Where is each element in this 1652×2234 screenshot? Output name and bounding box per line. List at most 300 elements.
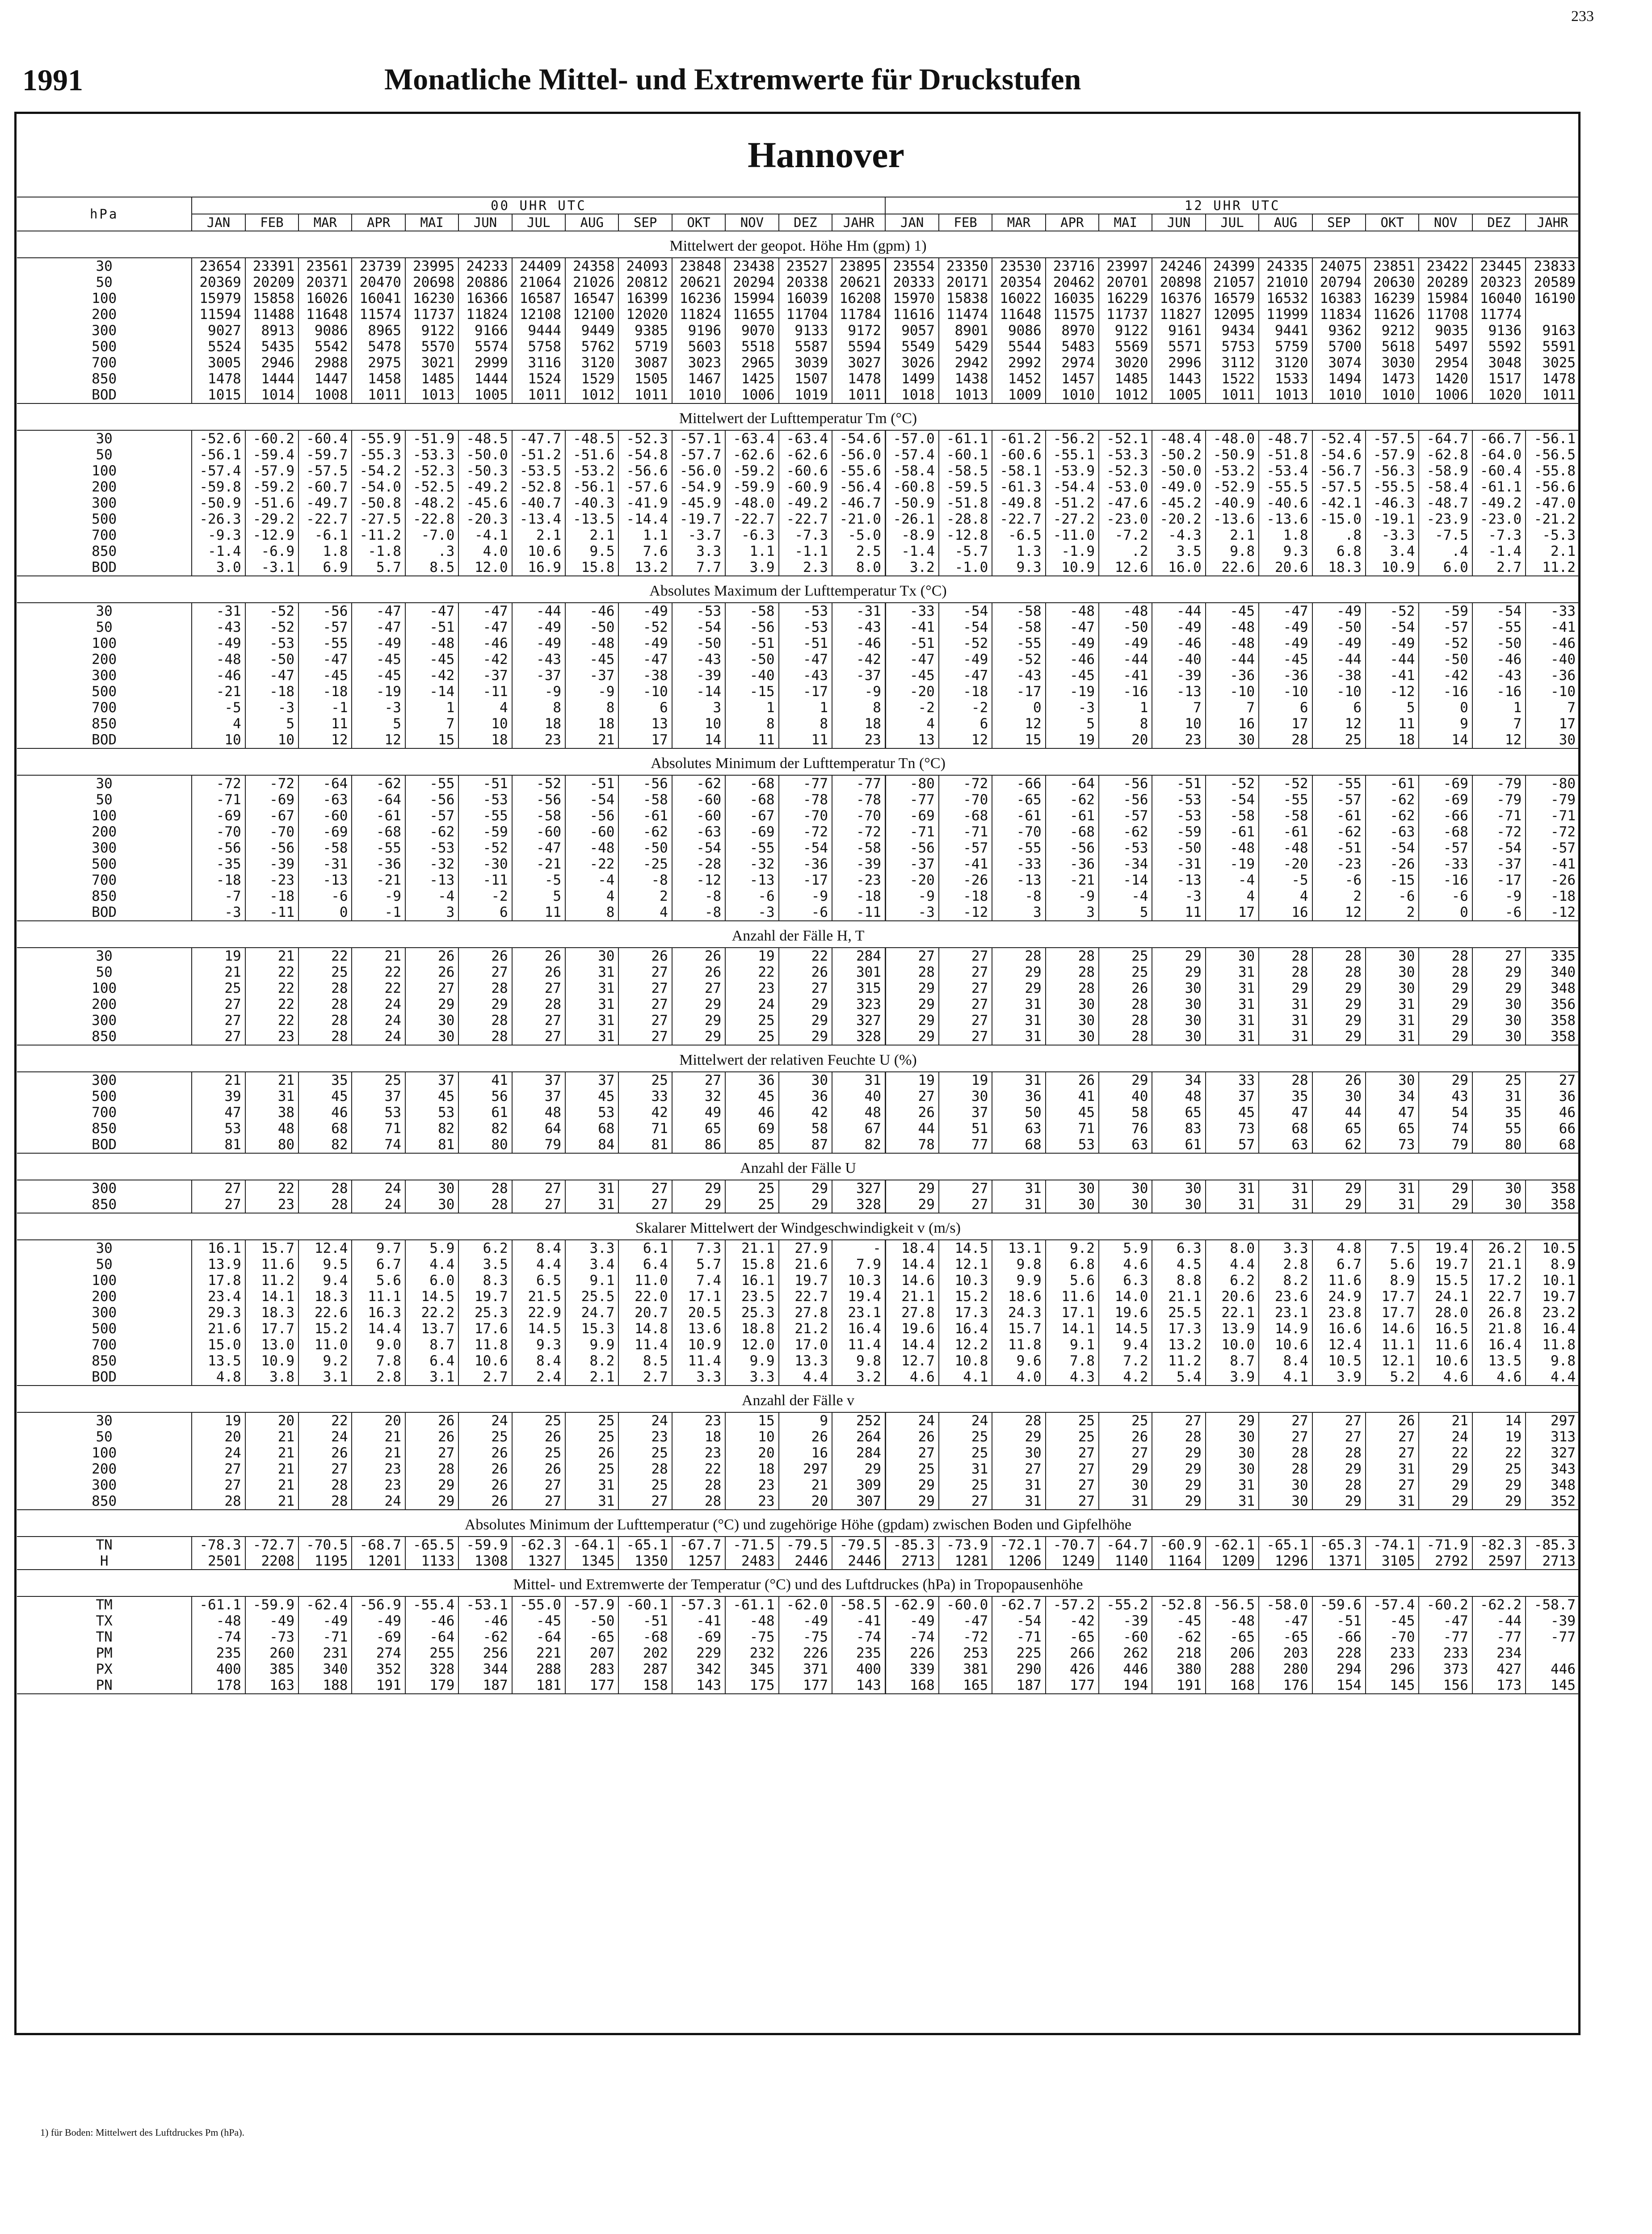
table-cell: -37 bbox=[832, 668, 885, 684]
table-cell: 27 bbox=[192, 1012, 245, 1029]
table-cell: 16.4 bbox=[939, 1321, 992, 1337]
section-title-row bbox=[17, 576, 1579, 603]
table-cell: 21.1 bbox=[885, 1289, 938, 1305]
table-cell: -48.7 bbox=[1419, 495, 1472, 511]
table-cell: 255 bbox=[405, 1645, 458, 1661]
table-cell: -50 bbox=[245, 651, 298, 668]
table-cell: -54 bbox=[939, 619, 992, 635]
table-cell: 187 bbox=[458, 1677, 512, 1694]
month-header: JUN bbox=[1152, 214, 1205, 231]
table-cell: 29 bbox=[672, 996, 725, 1012]
table-cell: -36 bbox=[352, 856, 405, 872]
table-cell: 15.7 bbox=[992, 1321, 1045, 1337]
month-header: MAR bbox=[992, 214, 1045, 231]
row-label: 200 bbox=[92, 1461, 117, 1477]
table-cell: 25.3 bbox=[725, 1305, 778, 1321]
table-cell: 400 bbox=[192, 1661, 245, 1677]
table-cell: -60.2 bbox=[245, 430, 298, 447]
table-cell: 207 bbox=[565, 1645, 618, 1661]
table-cell: 11.1 bbox=[352, 1289, 405, 1305]
table-cell: 2974 bbox=[1046, 355, 1099, 371]
table-row bbox=[17, 274, 1579, 290]
table-cell: -61 bbox=[992, 808, 1045, 824]
table-cell: -47 bbox=[245, 668, 298, 684]
table-cell: -48.4 bbox=[1152, 430, 1205, 447]
table-cell: -12 bbox=[672, 872, 725, 888]
table-cell: 25 bbox=[939, 1429, 992, 1445]
table-cell: -10 bbox=[618, 684, 672, 700]
table-cell: -49.2 bbox=[779, 495, 832, 511]
table-cell: 27 bbox=[1312, 1412, 1366, 1429]
table-cell: 2988 bbox=[298, 355, 352, 371]
table-cell: 371 bbox=[779, 1661, 832, 1677]
table-cell: 7.7 bbox=[672, 559, 725, 576]
table-row bbox=[17, 996, 1579, 1012]
table-cell: -32 bbox=[725, 856, 778, 872]
table-cell: 20 bbox=[352, 1412, 405, 1429]
table-cell: -26.1 bbox=[885, 511, 938, 527]
table-cell: 30 bbox=[1152, 1012, 1205, 1029]
table-cell: 28 bbox=[1419, 964, 1472, 980]
table-cell: 27 bbox=[618, 980, 672, 996]
row-label: 850 bbox=[92, 716, 117, 732]
table-cell: -65 bbox=[1046, 1629, 1099, 1645]
table-cell: 1018 bbox=[885, 387, 938, 403]
table-cell: -44 bbox=[1366, 651, 1419, 668]
table-cell: -59.8 bbox=[192, 479, 245, 495]
table-cell: -23.0 bbox=[1099, 511, 1152, 527]
table-cell: 20701 bbox=[1099, 274, 1152, 290]
table-cell: 30 bbox=[1046, 996, 1099, 1012]
table-cell: 16587 bbox=[512, 290, 565, 307]
table-cell: 18 bbox=[458, 732, 512, 748]
table-cell: 11.8 bbox=[992, 1337, 1045, 1353]
table-cell: 68 bbox=[1526, 1137, 1579, 1153]
table-cell: 8 bbox=[832, 700, 885, 716]
table-cell: -50.9 bbox=[192, 495, 245, 511]
row-label: 300 bbox=[92, 840, 117, 856]
table-cell: -12 bbox=[939, 904, 992, 921]
row-label: 100 bbox=[92, 290, 117, 307]
table-cell: -13 bbox=[725, 872, 778, 888]
table-cell: 8901 bbox=[939, 323, 992, 339]
table-cell: 65 bbox=[1152, 1104, 1205, 1121]
table-cell: 26 bbox=[1046, 1072, 1099, 1088]
table-cell: 35 bbox=[1472, 1104, 1526, 1121]
table-cell: 61 bbox=[1152, 1137, 1205, 1153]
table-cell: -53 bbox=[1152, 792, 1205, 808]
table-cell: -4 bbox=[405, 888, 458, 904]
row-label: 200 bbox=[92, 479, 117, 495]
table-cell: -72 bbox=[939, 775, 992, 792]
table-cell: 8 bbox=[779, 716, 832, 732]
table-cell: -49 bbox=[1366, 635, 1419, 651]
table-cell: -36 bbox=[1526, 668, 1579, 684]
row-label: 100 bbox=[92, 463, 117, 479]
table-cell: -57.9 bbox=[565, 1596, 618, 1613]
table-cell: 9.3 bbox=[992, 559, 1045, 576]
table-cell: 3027 bbox=[832, 355, 885, 371]
table-cell: -12 bbox=[1366, 684, 1419, 700]
table-cell: 30 bbox=[405, 1012, 458, 1029]
table-cell: 28 bbox=[298, 980, 352, 996]
table-cell: 25 bbox=[1312, 732, 1366, 748]
table-cell: 5700 bbox=[1312, 339, 1366, 355]
table-cell: 25 bbox=[725, 1029, 778, 1045]
table-cell: 10.9 bbox=[245, 1353, 298, 1369]
table-cell: 22 bbox=[245, 1180, 298, 1197]
section-title-row bbox=[17, 1510, 1579, 1537]
table-cell: 23 bbox=[672, 1412, 725, 1429]
table-cell: -43 bbox=[672, 651, 725, 668]
table-cell: -45 bbox=[512, 1613, 565, 1629]
table-cell: -60.0 bbox=[939, 1596, 992, 1613]
table-cell: 29 bbox=[832, 1461, 885, 1477]
table-cell: -45.6 bbox=[458, 495, 512, 511]
table-cell: -56 bbox=[405, 792, 458, 808]
data-table bbox=[17, 197, 1579, 1694]
table-cell: 11 bbox=[725, 732, 778, 748]
table-cell: -52.1 bbox=[1099, 430, 1152, 447]
table-cell: 27 bbox=[1259, 1429, 1312, 1445]
table-cell: -22 bbox=[565, 856, 618, 872]
table-cell: 234 bbox=[1472, 1645, 1526, 1661]
table-cell: -62 bbox=[405, 824, 458, 840]
table-row bbox=[17, 1180, 1579, 1197]
table-cell: 6.2 bbox=[1206, 1272, 1259, 1289]
table-cell: 3048 bbox=[1472, 355, 1526, 371]
table-cell: 74 bbox=[352, 1137, 405, 1153]
table-cell: 327 bbox=[832, 1012, 885, 1029]
table-row bbox=[17, 1477, 1579, 1493]
table-cell: - bbox=[832, 1240, 885, 1256]
table-cell: -20.2 bbox=[1152, 511, 1205, 527]
table-cell: -48 bbox=[405, 635, 458, 651]
table-cell: -61 bbox=[1206, 824, 1259, 840]
row-label: 850 bbox=[17, 1197, 192, 1213]
table-cell: -59.9 bbox=[245, 1596, 298, 1613]
table-cell: 23350 bbox=[939, 258, 992, 274]
table-cell: 26 bbox=[565, 1445, 618, 1461]
table-cell: 3112 bbox=[1206, 355, 1259, 371]
table-cell: 165 bbox=[939, 1677, 992, 1694]
table-cell: 3.3 bbox=[672, 1369, 725, 1386]
table-cell: 37 bbox=[565, 1072, 618, 1088]
table-row bbox=[17, 888, 1579, 904]
utc-header-row bbox=[17, 197, 1579, 214]
table-cell: -55 bbox=[1259, 792, 1312, 808]
table-cell: -54.2 bbox=[352, 463, 405, 479]
table-cell: 48 bbox=[512, 1104, 565, 1121]
table-cell: 31 bbox=[245, 1088, 298, 1104]
table-cell: 22.0 bbox=[618, 1289, 672, 1305]
table-cell: -2 bbox=[458, 888, 512, 904]
table-cell: 27 bbox=[618, 1012, 672, 1029]
table-cell: -77 bbox=[832, 775, 885, 792]
table-cell: 2 bbox=[618, 888, 672, 904]
table-cell: 45 bbox=[1206, 1104, 1259, 1121]
table-cell: 4.5 bbox=[1152, 1256, 1205, 1272]
table-cell: 30 bbox=[1152, 1029, 1205, 1045]
table-cell: 9166 bbox=[458, 323, 512, 339]
table-cell: 30 bbox=[1152, 1197, 1205, 1213]
table-cell: 5 bbox=[1366, 700, 1419, 716]
table-cell: -47 bbox=[405, 603, 458, 619]
table-cell: 27 bbox=[939, 1029, 992, 1045]
table-cell: 1006 bbox=[725, 387, 778, 403]
month-header: SEP bbox=[1312, 214, 1366, 231]
table-cell: 11.6 bbox=[1312, 1272, 1366, 1289]
table-cell: 5594 bbox=[832, 339, 885, 355]
table-cell: 29 bbox=[1312, 996, 1366, 1012]
table-cell: 274 bbox=[352, 1645, 405, 1661]
table-cell: 16383 bbox=[1312, 290, 1366, 307]
table-cell: 16.3 bbox=[352, 1305, 405, 1321]
table-cell: 5 bbox=[1099, 904, 1152, 921]
table-cell: -6 bbox=[1419, 888, 1472, 904]
table-cell: 65 bbox=[1312, 1121, 1366, 1137]
table-cell: 48 bbox=[1152, 1088, 1205, 1104]
table-cell: -3 bbox=[725, 904, 778, 921]
table-cell: 48 bbox=[245, 1121, 298, 1137]
table-cell: -43 bbox=[192, 619, 245, 635]
table-cell: 380 bbox=[1152, 1661, 1205, 1677]
table-cell: -53 bbox=[458, 792, 512, 808]
utc12-header: 12 UHR UTC bbox=[885, 197, 1579, 214]
table-cell: 14.5 bbox=[512, 1321, 565, 1337]
month-header: FEB bbox=[245, 214, 298, 231]
table-cell: -53.1 bbox=[458, 1596, 512, 1613]
table-cell: 8.5 bbox=[618, 1353, 672, 1369]
table-cell: 13.7 bbox=[405, 1321, 458, 1337]
table-cell: .3 bbox=[405, 543, 458, 559]
table-cell: 26 bbox=[458, 1477, 512, 1493]
table-cell: 9.4 bbox=[1099, 1337, 1152, 1353]
table-cell: 22.6 bbox=[1206, 559, 1259, 576]
table-cell: 1012 bbox=[565, 387, 618, 403]
table-cell: 9.1 bbox=[1046, 1337, 1099, 1353]
table-cell: 11.8 bbox=[1526, 1337, 1579, 1353]
table-cell: 5518 bbox=[725, 339, 778, 355]
table-cell: 37 bbox=[512, 1088, 565, 1104]
table-cell: 31 bbox=[1366, 1012, 1419, 1029]
table-cell: 12 bbox=[1312, 904, 1366, 921]
section-title: Skalarer Mittelwert der Windgeschwindigkeit v (m/s) bbox=[17, 1213, 1579, 1240]
table-cell: 30 bbox=[1366, 1072, 1419, 1088]
table-cell: -68 bbox=[352, 824, 405, 840]
table-cell: 28 bbox=[1312, 1477, 1366, 1493]
table-cell: -34 bbox=[1099, 856, 1152, 872]
table-cell: 45 bbox=[298, 1088, 352, 1104]
table-cell: 27 bbox=[618, 1197, 672, 1213]
table-cell: 1447 bbox=[298, 371, 352, 387]
row-label: 850 bbox=[17, 1029, 192, 1045]
table-cell: -48.0 bbox=[725, 495, 778, 511]
table-cell: -56 bbox=[245, 840, 298, 856]
table-cell: 18 bbox=[672, 1429, 725, 1445]
table-cell: -18 bbox=[245, 888, 298, 904]
table-cell: 17 bbox=[1526, 716, 1579, 732]
table-cell: 81 bbox=[618, 1137, 672, 1153]
table-cell: -60.1 bbox=[618, 1596, 672, 1613]
table-cell: 1011 bbox=[512, 387, 565, 403]
table-cell: 16229 bbox=[1099, 290, 1152, 307]
table-cell: -64.7 bbox=[1419, 430, 1472, 447]
table-cell: -46 bbox=[192, 668, 245, 684]
table-cell: 25.3 bbox=[458, 1305, 512, 1321]
table-cell: 12 bbox=[352, 732, 405, 748]
table-cell: 20.7 bbox=[618, 1305, 672, 1321]
table-cell: 29 bbox=[1472, 1477, 1526, 1493]
table-cell: -51.6 bbox=[245, 495, 298, 511]
utc00-header: 00 UHR UTC bbox=[192, 197, 885, 214]
table-cell: 23739 bbox=[352, 258, 405, 274]
table-cell: 9027 bbox=[192, 323, 245, 339]
table-cell: 21.1 bbox=[1472, 1256, 1526, 1272]
table-cell: -2 bbox=[939, 700, 992, 716]
table-cell: 29 bbox=[885, 1493, 938, 1510]
table-cell: -36 bbox=[1206, 668, 1259, 684]
table-cell: 24335 bbox=[1259, 258, 1312, 274]
table-cell: 19 bbox=[192, 948, 245, 964]
table-cell: 11834 bbox=[1312, 307, 1366, 323]
table-cell: 19 bbox=[939, 1072, 992, 1088]
table-cell: 24 bbox=[352, 1197, 405, 1213]
table-cell: 28 bbox=[405, 1461, 458, 1477]
table-row bbox=[17, 651, 1579, 668]
table-cell: 3116 bbox=[512, 355, 565, 371]
table-cell: 55 bbox=[1472, 1121, 1526, 1137]
table-cell: 2208 bbox=[245, 1553, 298, 1570]
table-cell: -57.7 bbox=[672, 447, 725, 463]
table-cell: 3.9 bbox=[725, 559, 778, 576]
table-cell: 9449 bbox=[565, 323, 618, 339]
table-cell: 1529 bbox=[565, 371, 618, 387]
table-cell: -68 bbox=[725, 775, 778, 792]
table-row bbox=[17, 1537, 1579, 1553]
table-cell: 3.3 bbox=[565, 1240, 618, 1256]
table-cell: -51 bbox=[458, 775, 512, 792]
table-cell: 16041 bbox=[352, 290, 405, 307]
table-cell: -49.7 bbox=[298, 495, 352, 511]
table-cell: 23 bbox=[352, 1461, 405, 1477]
table-cell: 23527 bbox=[779, 258, 832, 274]
table-cell: -62.6 bbox=[725, 447, 778, 463]
table-cell: -59.6 bbox=[1312, 1596, 1366, 1613]
table-cell: 30 bbox=[1206, 1429, 1259, 1445]
table-cell: 11704 bbox=[779, 307, 832, 323]
table-cell: -6 bbox=[725, 888, 778, 904]
table-cell: 1457 bbox=[1046, 371, 1099, 387]
table-cell: -41.9 bbox=[618, 495, 672, 511]
table-cell: 12020 bbox=[618, 307, 672, 323]
table-cell: 30 bbox=[405, 1197, 458, 1213]
table-cell: -45 bbox=[1046, 668, 1099, 684]
table-cell: 22.6 bbox=[298, 1305, 352, 1321]
table-row bbox=[17, 339, 1579, 355]
table-cell: 6 bbox=[1312, 700, 1366, 716]
table-cell: 168 bbox=[885, 1677, 938, 1694]
table-cell: 27 bbox=[512, 980, 565, 996]
table-cell: -57.6 bbox=[618, 479, 672, 495]
table-cell: 4.0 bbox=[458, 543, 512, 559]
table-cell: 5429 bbox=[939, 339, 992, 355]
table-cell: 23.1 bbox=[832, 1305, 885, 1321]
table-cell: 11737 bbox=[1099, 307, 1152, 323]
table-cell: 28 bbox=[1259, 948, 1312, 964]
table-cell: -53 bbox=[1099, 840, 1152, 856]
table-cell: 22 bbox=[245, 964, 298, 980]
table-cell: 29 bbox=[1419, 1029, 1472, 1045]
table-cell: 26 bbox=[779, 964, 832, 980]
table-cell: 25 bbox=[512, 1445, 565, 1461]
table-cell: 4.8 bbox=[1312, 1240, 1366, 1256]
table-cell: -5.7 bbox=[939, 543, 992, 559]
table-cell: -33 bbox=[885, 603, 938, 619]
table-cell: 11.4 bbox=[832, 1337, 885, 1353]
table-cell: 188 bbox=[298, 1677, 352, 1694]
table-cell: -40.6 bbox=[1259, 495, 1312, 511]
row-label: 200 bbox=[92, 824, 117, 840]
table-cell: -11 bbox=[458, 872, 512, 888]
table-cell: 87 bbox=[779, 1137, 832, 1153]
table-cell: 25 bbox=[1472, 1461, 1526, 1477]
table-cell: 1013 bbox=[405, 387, 458, 403]
table-cell: 9122 bbox=[1099, 323, 1152, 339]
table-cell: 1020 bbox=[1472, 387, 1526, 403]
table-cell: -47 bbox=[352, 603, 405, 619]
row-label: 30 bbox=[17, 603, 192, 619]
table-cell: 15.5 bbox=[1419, 1272, 1472, 1289]
table-cell: -6.9 bbox=[245, 543, 298, 559]
table-cell: -53.0 bbox=[1099, 479, 1152, 495]
table-cell: -66 bbox=[1312, 1629, 1366, 1645]
table-cell: 20 bbox=[192, 1429, 245, 1445]
table-cell: 1014 bbox=[245, 387, 298, 403]
table-cell: 37 bbox=[405, 1072, 458, 1088]
table-cell: -3.7 bbox=[672, 527, 725, 543]
table-cell: 28 bbox=[298, 996, 352, 1012]
table-cell: 29 bbox=[779, 1012, 832, 1029]
table-cell: 3.4 bbox=[565, 1256, 618, 1272]
table-cell: -45.2 bbox=[1152, 495, 1205, 511]
table-cell: 27.8 bbox=[779, 1305, 832, 1321]
table-cell: 2792 bbox=[1419, 1553, 1472, 1570]
table-cell: 381 bbox=[939, 1661, 992, 1677]
table-cell: 29 bbox=[1472, 964, 1526, 980]
row-label: 500 bbox=[92, 1088, 117, 1104]
table-row bbox=[17, 716, 1579, 732]
table-cell: 30 bbox=[1259, 1477, 1312, 1493]
table-cell: -62 bbox=[1312, 824, 1366, 840]
row-label: 30 bbox=[17, 1412, 192, 1429]
table-cell: 4 bbox=[885, 716, 938, 732]
table-cell: -59 bbox=[1152, 824, 1205, 840]
table-cell: -62 bbox=[1366, 808, 1419, 824]
table-cell: 3005 bbox=[192, 355, 245, 371]
table-cell: -68 bbox=[725, 792, 778, 808]
table-cell: -9 bbox=[352, 888, 405, 904]
table-cell: 23848 bbox=[672, 258, 725, 274]
table-cell: 37 bbox=[512, 1072, 565, 1088]
table-cell: 11 bbox=[1152, 904, 1205, 921]
table-cell: 15.7 bbox=[245, 1240, 298, 1256]
table-cell: 6 bbox=[1259, 700, 1312, 716]
table-cell: 2992 bbox=[992, 355, 1045, 371]
table-cell: -65.5 bbox=[405, 1537, 458, 1553]
table-cell: 13.1 bbox=[992, 1240, 1045, 1256]
table-row bbox=[17, 1137, 1579, 1153]
